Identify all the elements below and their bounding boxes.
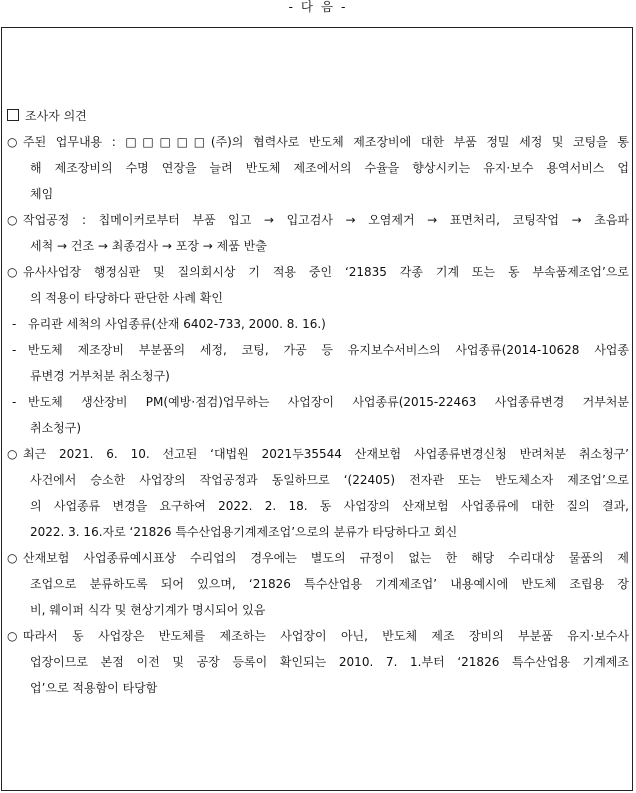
item-first-line <box>7 545 629 571</box>
opinion-content <box>7 104 629 701</box>
circle-bullet-icon: ○ <box>7 551 18 565</box>
item-continuation: 의 적용이 타당하다 판단한 사례 확인 <box>30 291 223 305</box>
item-continuation: 조업으로 분류하도록 되어 있으며, ‘21826 특수산업용 기계제조업’ 내용예시에 반도체 조립용 장 <box>30 577 629 591</box>
opinion-item <box>7 623 629 701</box>
sub-item-first-line <box>7 337 629 363</box>
item-continuation: 비, 웨이퍼 식각 및 현상기계가 명시되어 있음 <box>30 603 266 617</box>
item-text: 따라서 동 사업장은 반도체를 제조하는 사업장이 아닌, 반도체 제조 장비의 부분품 유지·보수사 <box>23 629 629 643</box>
item-first-line <box>7 259 629 285</box>
item-first-line <box>7 129 629 155</box>
section-title: 조사자 의견 <box>25 109 87 123</box>
opinion-items <box>7 129 629 701</box>
circle-bullet-icon: ○ <box>7 629 18 643</box>
item-text: 최근 2021. 6. 10. 선고된 ‘대법원 2021두35544 산재보험 사업종류변경신청 반려처분 취소청구’ <box>23 447 629 461</box>
circle-bullet-icon: ○ <box>7 135 18 149</box>
sub-item-first-line <box>7 389 629 415</box>
item-continuation: 해 제조장비의 수명 연장을 늘려 반도체 제조에서의 수율을 향상시키는 유지·보수 용역서비스 업 <box>30 161 629 175</box>
opinion-item <box>7 441 629 545</box>
item-continuation: 체임 <box>30 187 54 201</box>
sub-item-continuation: 취소청구) <box>30 421 82 435</box>
item-text: 산재보험 사업종류예시표상 수리업의 경우에는 별도의 규정이 없는 한 해당 수리대상 물품의 제 <box>23 551 629 565</box>
item-text: 유사사업장 행정심판 및 질의회시상 기 적용 중인 ‘21835 각종 기계 또는 동 부속품제조업’으로 <box>23 265 629 279</box>
item-continuation: 2022. 3. 16.자로 ‘21826 특수산업용기계제조업’으로의 분류가 타당하다고 회신 <box>30 525 458 539</box>
item-continuation: 의 사업종류 변경을 요구하여 2022. 2. 18. 동 사업장의 산재보험 사업종류에 대한 질의 결과, <box>30 499 629 513</box>
circle-bullet-icon: ○ <box>7 213 18 227</box>
sub-item <box>7 337 629 389</box>
circle-bullet-icon: ○ <box>7 447 18 461</box>
heading: - 다 음 - <box>288 0 348 14</box>
sub-item-text: 반도체 생산장비 PM(예방·점검)업무하는 사업장이 사업종류(2015-22463 사업종류변경 거부처분 <box>28 395 629 409</box>
opinion-item <box>7 207 629 259</box>
opinion-item <box>7 129 629 207</box>
checkbox-square-icon <box>7 109 19 121</box>
sub-item <box>7 311 629 337</box>
item-continuation: 사건에서 승소한 사업장의 작업공정과 동일하므로 ‘(22405) 전자관 또는 반도체소자 제조업’으로 <box>30 473 629 487</box>
item-first-line <box>7 623 629 649</box>
item-text: 주된 업무내용 : □□□□□(주)의 협력사로 반도체 제조장비에 대한 부품 정밀 세정 및 코팅을 통 <box>23 135 629 149</box>
circle-bullet-icon: ○ <box>7 265 18 279</box>
sub-item-continuation: 류변경 거부처분 취소청구) <box>30 369 170 383</box>
item-text: 작업공정 : 칩메이커로부터 부품 입고 → 입고검사 → 오염제거 → 표면처리, 코팅작업 → 초음파 <box>23 213 629 227</box>
item-continuation: 업’으로 적용함이 타당함 <box>30 681 158 695</box>
dash-bullet-icon: - <box>12 395 17 409</box>
sub-item <box>7 389 629 441</box>
dash-bullet-icon: - <box>12 317 17 331</box>
section-title-row <box>7 104 629 129</box>
item-first-line <box>7 441 629 467</box>
opinion-item <box>7 545 629 623</box>
dash-bullet-icon: - <box>12 343 17 357</box>
item-continuation: 세척 → 건조 → 최종검사 → 포장 → 제품 반출 <box>30 239 267 253</box>
item-continuation: 업장이므로 본점 이전 및 공장 등록이 확인되는 2010. 7. 1.부터 ‘21826 특수산업용 기계제조 <box>30 655 629 669</box>
sub-item-text: 유리관 세척의 사업종류(산재 6402-733, 2000. 8. 16.) <box>28 317 326 331</box>
sub-item-first-line <box>7 311 629 337</box>
sub-item-text: 반도체 제조장비 부분품의 세정, 코팅, 가공 등 유지보수서비스의 사업종류(2014-10628 사업종 <box>28 343 629 357</box>
opinion-item <box>7 259 629 441</box>
item-first-line <box>7 207 629 233</box>
